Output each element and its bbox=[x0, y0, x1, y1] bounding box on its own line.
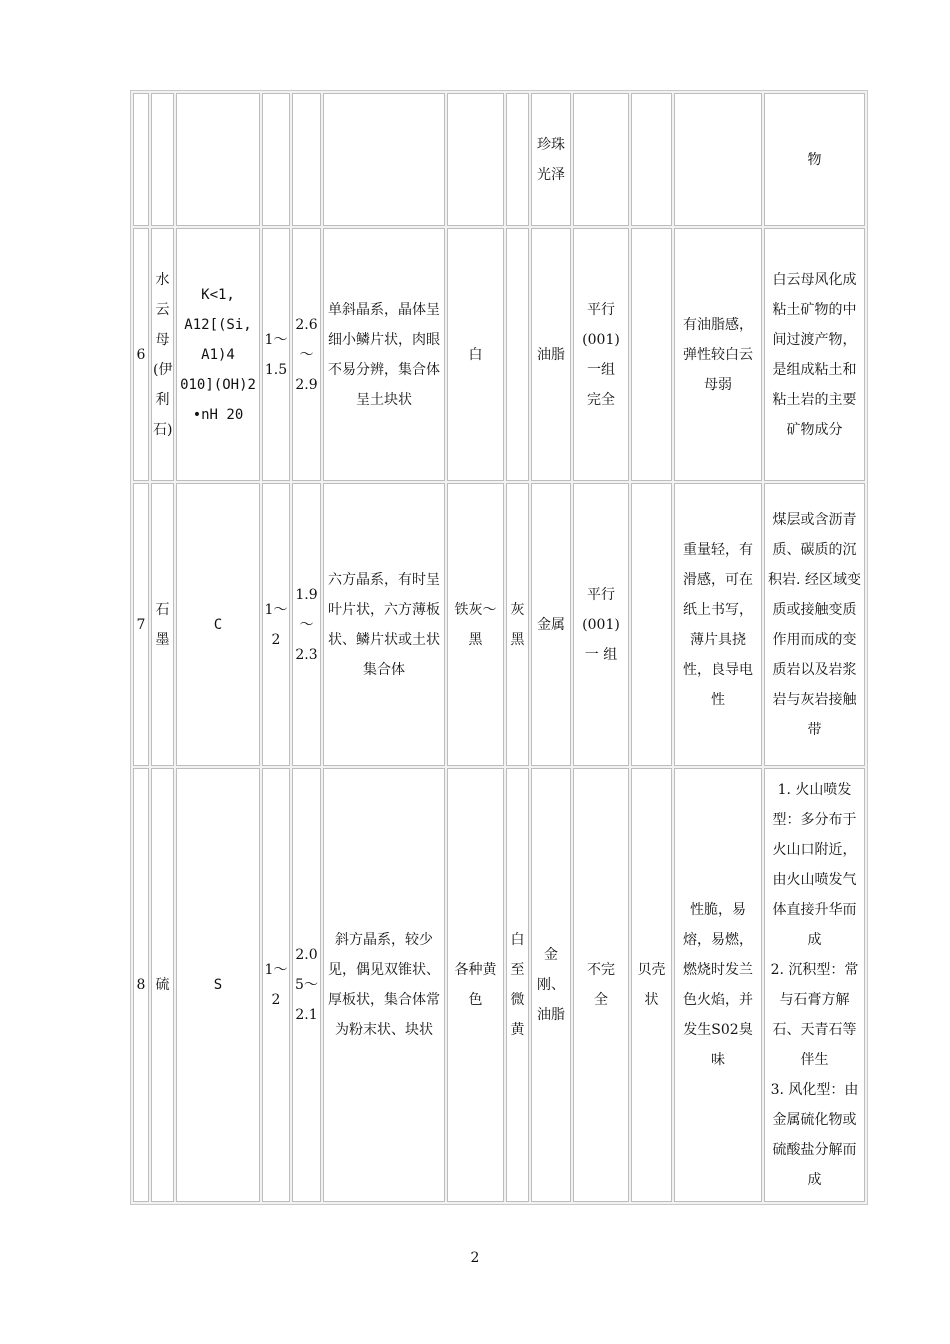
cell-fracture bbox=[631, 483, 672, 766]
cell-color bbox=[447, 93, 504, 226]
cell-density bbox=[292, 228, 321, 481]
cell-formula bbox=[176, 768, 260, 1202]
occurrence-item: 2. 沉积型：常与石膏方解石、天青石等伴生 bbox=[770, 962, 859, 1068]
cell-other bbox=[674, 93, 762, 226]
cell-name: 石墨 bbox=[151, 483, 174, 766]
formula-line: C bbox=[213, 616, 223, 633]
cell-morphology: 六方晶系，有时呈叶片状，六方薄板状、鳞片状或土状集合体 bbox=[323, 483, 445, 766]
cell-morphology: 单斜晶系，晶体呈细小鳞片状，肉眼不易分辨，集合体呈土块状 bbox=[323, 228, 445, 481]
density-line: 2.3 bbox=[295, 646, 318, 663]
cell-hardness bbox=[262, 483, 290, 766]
cell-density bbox=[292, 483, 321, 766]
density-line: 2.1 bbox=[295, 1007, 318, 1023]
occurrence-item: 3. 风化型：由金属硫化物或硫酸盐分解而成 bbox=[770, 1082, 859, 1188]
cell-other: 重量轻，有滑感，可在纸上书写，薄片具挠性，良导电性 bbox=[674, 483, 762, 766]
cleavage-line: 平行 bbox=[587, 301, 615, 318]
cell-fracture: 贝壳状 bbox=[631, 768, 672, 1202]
hardness-line: 2 bbox=[271, 631, 281, 648]
cell-streak: 灰黑 bbox=[506, 483, 529, 766]
density-line: 1.9 bbox=[295, 586, 318, 603]
cell-hardness bbox=[262, 768, 290, 1202]
formula-line: 010](OH)2 bbox=[180, 376, 256, 393]
density-line: 2.9 bbox=[295, 376, 318, 393]
cell-no: 8 bbox=[133, 768, 149, 1202]
cleavage-line: 一组 bbox=[587, 361, 615, 378]
cell-luster: 珍珠光泽 bbox=[531, 93, 571, 226]
cell-occurrence bbox=[764, 768, 865, 1202]
cell-formula bbox=[176, 228, 260, 481]
cell-occurrence: 煤层或含沥青质、碳质的沉积岩. 经区域变质或接触变质作用而成的变质岩以及岩浆岩与灰岩接触带 bbox=[764, 483, 865, 766]
cell-luster: 金刚、油脂 bbox=[531, 768, 571, 1202]
density-line: ～ bbox=[299, 346, 314, 363]
formula-line: •nH 20 bbox=[192, 406, 244, 423]
cell-fracture bbox=[631, 228, 672, 481]
cell-occurrence: 物 bbox=[764, 93, 865, 226]
cleavage-line: (001) bbox=[582, 331, 620, 348]
cell-formula bbox=[176, 483, 260, 766]
cell-formula bbox=[176, 93, 260, 226]
cleavage-line: 完全 bbox=[587, 391, 615, 408]
cell-color: 铁灰～黑 bbox=[447, 483, 504, 766]
cell-density bbox=[292, 768, 321, 1202]
cell-cleavage bbox=[573, 93, 629, 226]
mineral-table bbox=[130, 90, 868, 1205]
cleavage-line: (001) bbox=[582, 616, 620, 633]
cleavage-line: 一 组 bbox=[584, 646, 618, 663]
formula-line: S bbox=[213, 977, 223, 993]
hardness-line: 1～ bbox=[264, 962, 288, 978]
cell-hardness bbox=[262, 93, 290, 226]
cell-cleavage bbox=[573, 228, 629, 481]
cell-fracture bbox=[631, 93, 672, 226]
cell-cleavage bbox=[573, 483, 629, 766]
cell-no: 7 bbox=[133, 483, 149, 766]
cell-streak: 白至微黄 bbox=[506, 768, 529, 1202]
density-line: 2.6 bbox=[295, 316, 318, 333]
table-row bbox=[133, 483, 865, 766]
cell-name: 水云母(伊利石) bbox=[151, 228, 174, 481]
cell-hardness bbox=[262, 228, 290, 481]
cell-color: 各种黄色 bbox=[447, 768, 504, 1202]
table-row bbox=[133, 93, 865, 226]
cell-no: 6 bbox=[133, 228, 149, 481]
cleavage-line: 全 bbox=[594, 992, 608, 1008]
cell-name bbox=[151, 93, 174, 226]
cell-streak bbox=[506, 93, 529, 226]
hardness-line: 2 bbox=[271, 992, 281, 1008]
cell-morphology bbox=[323, 93, 445, 226]
cell-density bbox=[292, 93, 321, 226]
cell-no bbox=[133, 93, 149, 226]
cell-other: 性脆，易熔，易燃，燃烧时发兰色火焰，并发生S02臭味 bbox=[674, 768, 762, 1202]
cell-luster: 油脂 bbox=[531, 228, 571, 481]
cell-occurrence: 白云母风化成粘土矿物的中间过渡产物，是组成粘土和粘土岩的主要矿物成分 bbox=[764, 228, 865, 481]
page-number: 2 bbox=[470, 1250, 480, 1266]
density-line: 2.0 bbox=[295, 947, 318, 963]
cell-cleavage bbox=[573, 768, 629, 1202]
formula-line: A12[(Si, bbox=[184, 316, 252, 333]
hardness-line: 1～ bbox=[264, 331, 288, 348]
formula-line: K<1, bbox=[201, 286, 235, 303]
cell-streak bbox=[506, 228, 529, 481]
hardness-line: 1～ bbox=[264, 601, 288, 618]
hardness-line: 1.5 bbox=[264, 361, 288, 378]
cell-name: 硫 bbox=[151, 768, 174, 1202]
table-row bbox=[133, 768, 865, 1202]
cell-color: 白 bbox=[447, 228, 504, 481]
cell-other: 有油脂感，弹性较白云母弱 bbox=[674, 228, 762, 481]
density-line: ～ bbox=[299, 616, 314, 633]
formula-line: A1)4 bbox=[201, 346, 235, 363]
density-line: 5～ bbox=[295, 977, 318, 993]
table-row bbox=[133, 228, 865, 481]
cleavage-line: 不完 bbox=[587, 962, 615, 978]
cell-luster: 金属 bbox=[531, 483, 571, 766]
cleavage-line: 平行 bbox=[587, 586, 615, 603]
occurrence-item: 1. 火山喷发型：多分布于火山口附近，由火山喷发气体直接升华而成 bbox=[772, 782, 857, 948]
cell-morphology: 斜方晶系，较少见，偶见双锥状、厚板状，集合体常为粉末状、块状 bbox=[323, 768, 445, 1202]
